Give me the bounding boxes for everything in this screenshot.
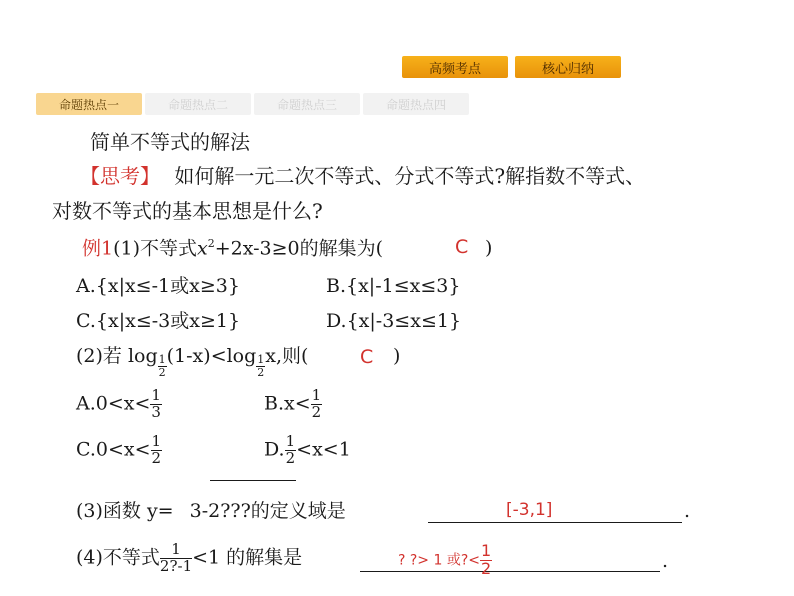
q2-answer: C bbox=[360, 346, 374, 368]
section-heading: 简单不等式的解法 bbox=[90, 130, 250, 154]
den: 2 bbox=[285, 448, 296, 467]
q1-close: ) bbox=[485, 237, 493, 259]
q2-mid: (1-x)<log bbox=[166, 345, 257, 367]
q1-answer: C bbox=[455, 236, 469, 258]
q4-answer-frac bbox=[480, 543, 492, 578]
q1-option-c: C.{x|x≤-3或x≥1} bbox=[76, 310, 241, 332]
num: 1 bbox=[481, 541, 492, 560]
den: 2 bbox=[311, 402, 322, 421]
q1-option-b: B.{x|-1≤x≤3} bbox=[326, 275, 461, 297]
q4-line bbox=[76, 542, 302, 575]
base-num: 1 bbox=[158, 353, 166, 367]
opt-pre: D. bbox=[264, 438, 285, 461]
q3-line bbox=[76, 500, 346, 523]
q2-option-b bbox=[264, 388, 322, 421]
q4-answer bbox=[398, 543, 492, 578]
frac bbox=[285, 434, 297, 467]
den: 2?-1 bbox=[159, 556, 193, 575]
tab-label: 高频考点 bbox=[428, 61, 481, 77]
opt-post: <x<1 bbox=[296, 438, 351, 461]
q2-text: (2)若 log bbox=[76, 345, 158, 367]
tab-gaopin[interactable] bbox=[402, 56, 508, 78]
q2-base-1 bbox=[158, 354, 167, 378]
num: 1 bbox=[311, 386, 322, 404]
q3-blank bbox=[428, 522, 682, 523]
subtab-3[interactable] bbox=[254, 93, 360, 115]
subtab-label: 命题热点四 bbox=[385, 97, 446, 112]
subtab-4[interactable] bbox=[363, 93, 469, 115]
base-den: 2 bbox=[158, 366, 166, 379]
q2-end: x,则( bbox=[265, 345, 309, 367]
q4-answer-pre: ? ?> 1 或?< bbox=[398, 552, 481, 569]
think-line-1 bbox=[80, 164, 645, 188]
num: 1 bbox=[160, 542, 192, 559]
tab-label: 核心归纳 bbox=[541, 61, 594, 77]
subtab-2[interactable] bbox=[145, 93, 251, 115]
think-label: 【思考】 bbox=[80, 164, 160, 188]
q1-option-d: D.{x|-3≤x≤1} bbox=[326, 310, 462, 332]
q3-end: . bbox=[684, 500, 691, 522]
q4-frac bbox=[160, 542, 192, 575]
q3-expr: 3-2??? bbox=[189, 500, 251, 522]
q1-option-a: A.{x|x≤-1或x≥3} bbox=[76, 275, 240, 297]
q3-tail: 的定义域是 bbox=[250, 500, 346, 522]
q1-prefix: (1)不等式 bbox=[113, 237, 198, 260]
q2-option-c bbox=[76, 434, 162, 467]
q4-tail: <1 的解集是 bbox=[192, 546, 303, 569]
q4-end: . bbox=[662, 550, 669, 572]
subtab-1[interactable] bbox=[36, 93, 142, 115]
q3-answer: [-3,1] bbox=[506, 500, 553, 520]
den: 2 bbox=[481, 558, 492, 578]
num: 1 bbox=[151, 432, 162, 450]
opt-pre: B.x< bbox=[264, 392, 311, 415]
frac bbox=[311, 388, 323, 421]
q2-line bbox=[76, 345, 308, 379]
frac bbox=[150, 388, 162, 421]
think-text-1: 如何解一元二次不等式、分式不等式?解指数不等式、 bbox=[174, 164, 646, 188]
base-den: 2 bbox=[257, 366, 265, 379]
num: 1 bbox=[151, 386, 161, 404]
think-line-2: 对数不等式的基本思想是什么? bbox=[52, 199, 323, 223]
q4-text: (4)不等式 bbox=[76, 546, 160, 569]
base-num: 1 bbox=[257, 353, 265, 367]
opt-pre: A.0<x< bbox=[76, 392, 151, 415]
stray-underline bbox=[210, 480, 296, 481]
tab-hexin[interactable] bbox=[515, 56, 621, 78]
den: 3 bbox=[151, 402, 161, 421]
q1-line: 例1(1)不等式$x^2+2x-3\ge 0$的解集为( bbox=[82, 237, 384, 260]
num: 1 bbox=[285, 432, 296, 450]
den: 2 bbox=[151, 448, 162, 467]
example-label: 例1 bbox=[82, 237, 114, 260]
q2-option-d bbox=[264, 434, 351, 467]
q2-close: ) bbox=[393, 345, 401, 367]
q3-text: (3)函数 y= bbox=[76, 500, 174, 522]
q2-base-2 bbox=[256, 354, 265, 378]
frac bbox=[151, 434, 163, 467]
subtab-label: 命题热点二 bbox=[167, 97, 228, 112]
opt-pre: C.0<x< bbox=[76, 438, 151, 461]
subtab-label: 命题热点三 bbox=[276, 97, 337, 112]
subtab-label: 命题热点一 bbox=[58, 97, 119, 112]
q2-option-a bbox=[76, 388, 162, 421]
q1-ineq: +2x-3≥0的解集为( bbox=[214, 237, 384, 260]
